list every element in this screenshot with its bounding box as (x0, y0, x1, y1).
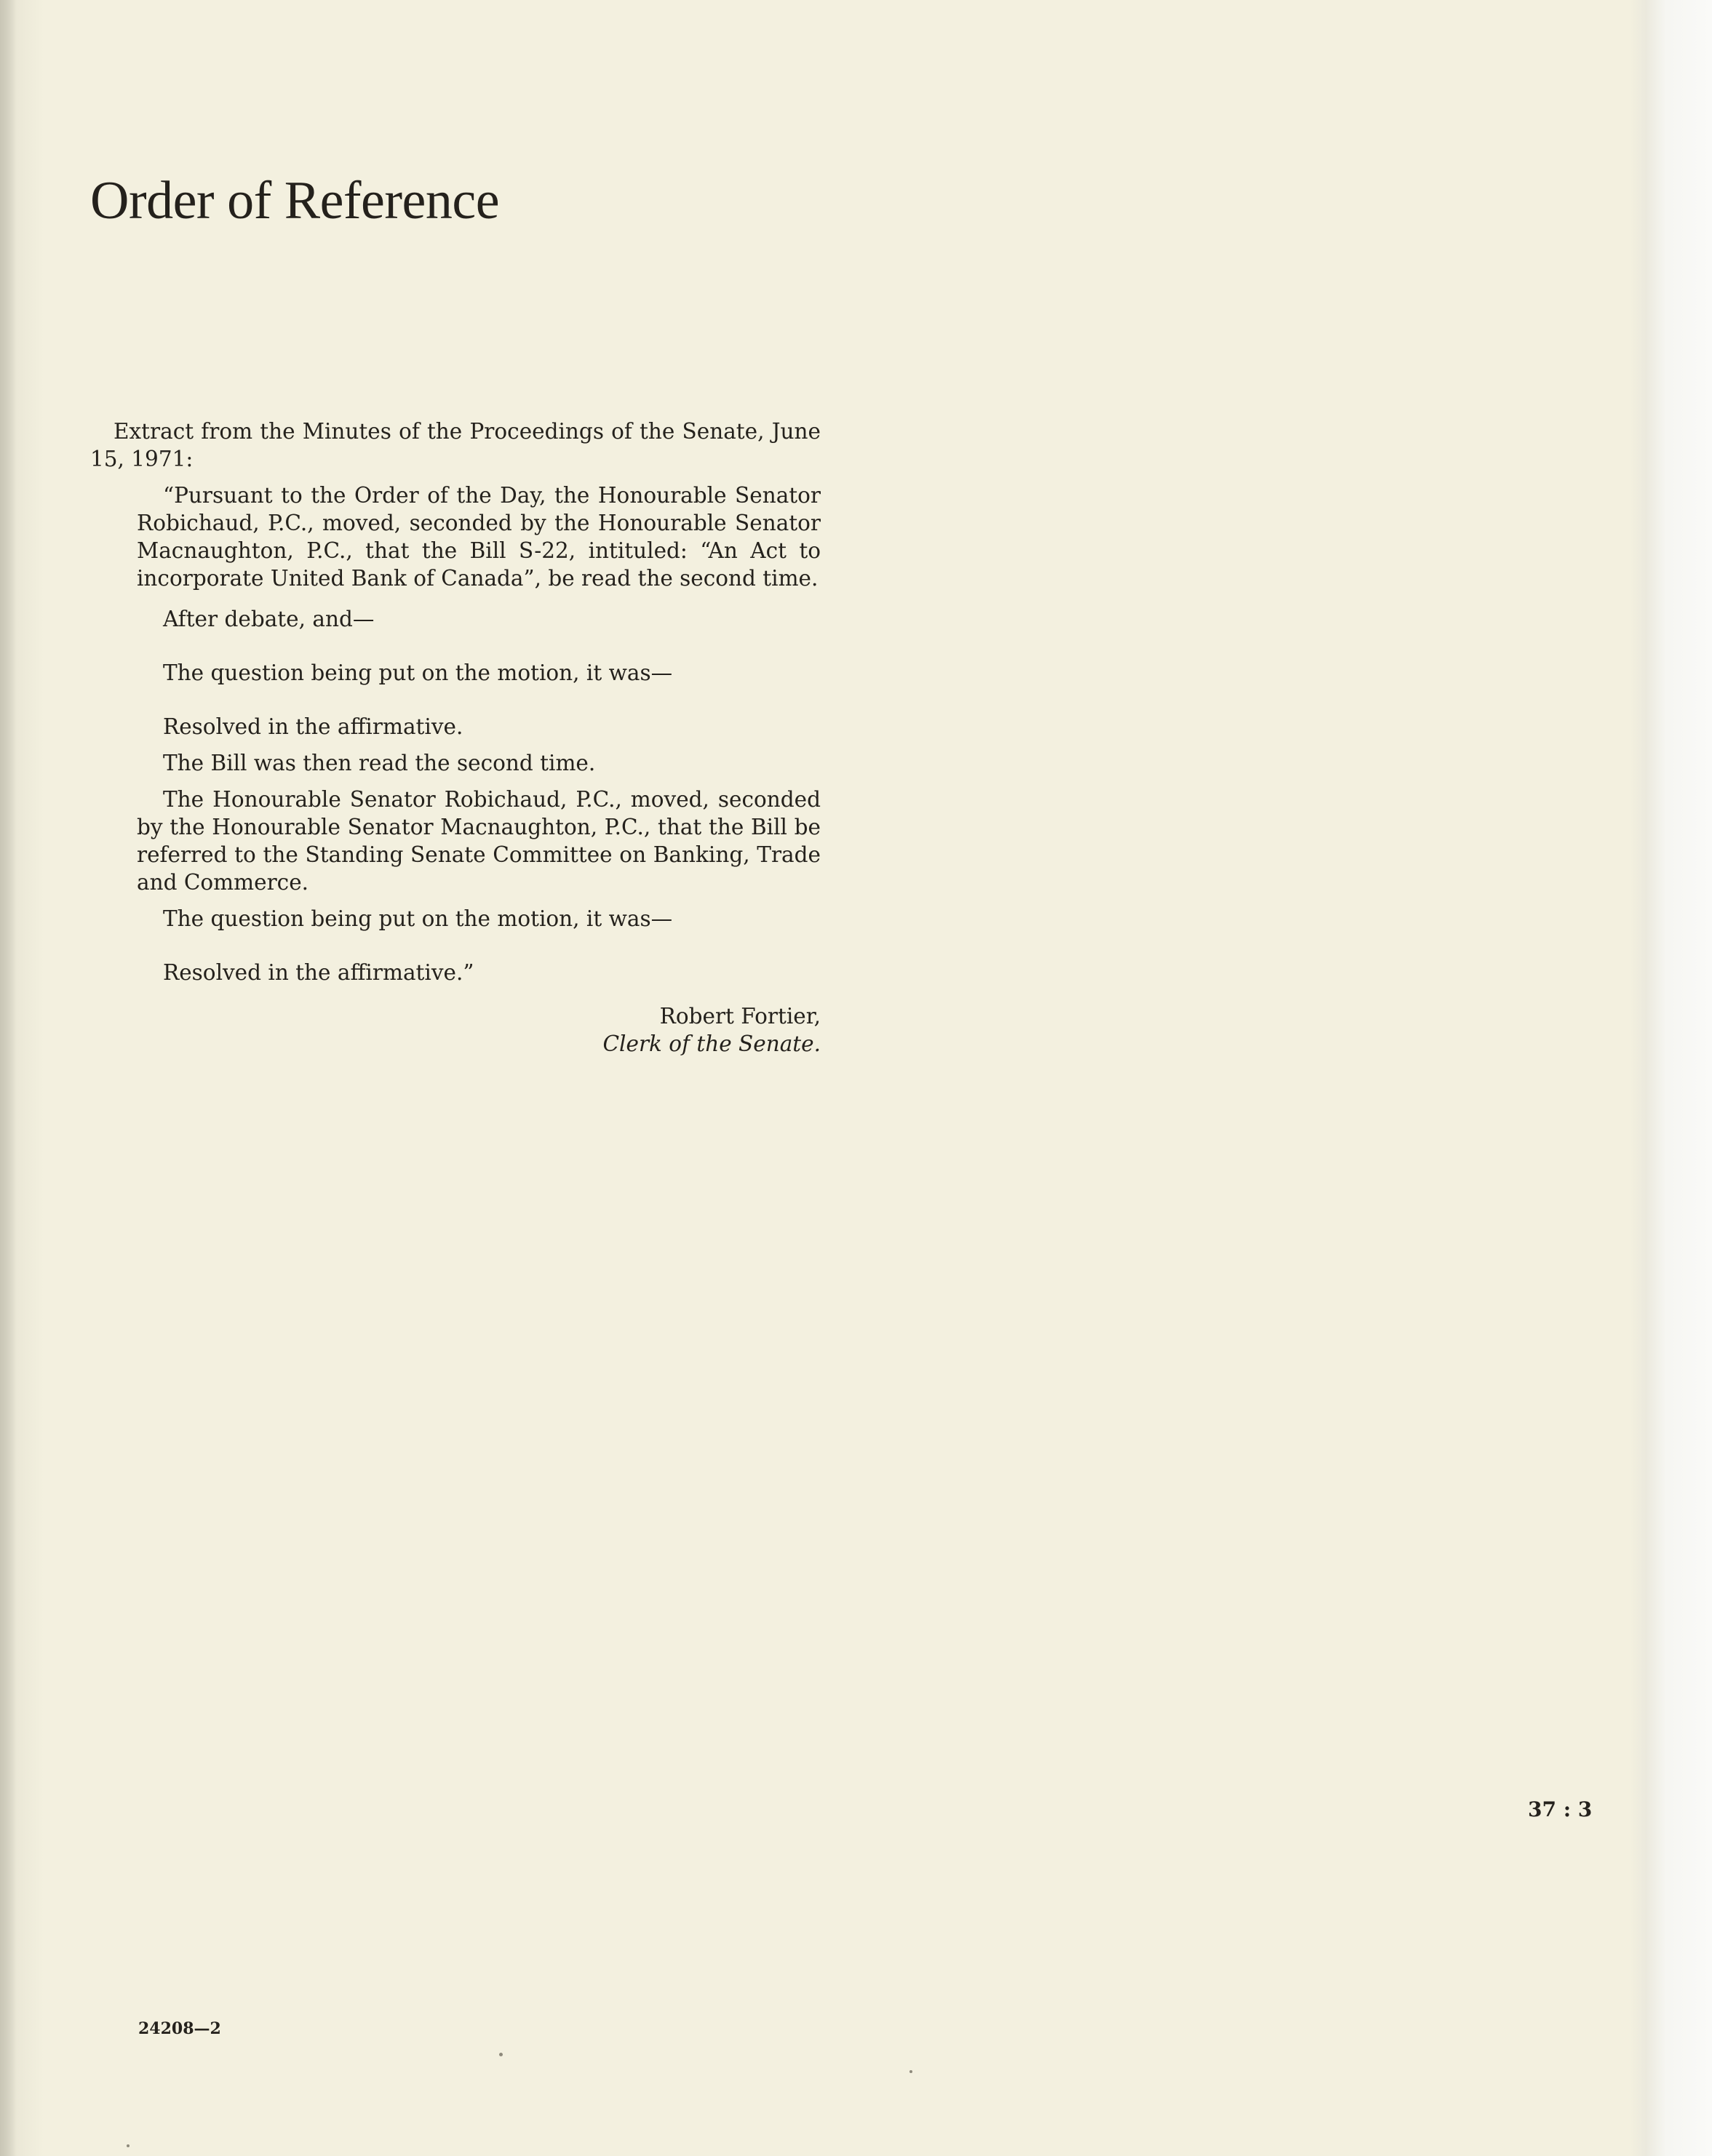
binding-shadow (0, 0, 16, 2156)
second-reading-paragraph: The Bill was then read the second time. (163, 751, 596, 775)
page-number: 37 : 3 (1528, 1797, 1593, 1821)
paper-speck (127, 2144, 130, 2147)
debate-paragraph: After debate, and— (163, 607, 375, 631)
resolved-paragraph: Resolved in the affirmative. (163, 714, 463, 739)
question-paragraph-2: The question being put on the motion, it was— (163, 906, 673, 931)
paper-speck (499, 2053, 503, 2056)
page-title: Order of Reference (90, 171, 500, 231)
motion-paragraph: “Pursuant to the Order of the Day, the Honourable Senator Robichaud, P.C., moved, seconded by the Honourable Senator Macnaughton, P.C., that the Bill S-22, intituled: “An Act to incorporate United Bank of Canada”, be read the second time. (137, 483, 821, 591)
signatory-role: Clerk of the Senate. (602, 1031, 821, 1056)
signatory-name: Robert Fortier, (659, 1004, 821, 1029)
resolved-paragraph-2: Resolved in the affirmative.” (163, 960, 474, 985)
footer-code: 24208—2 (138, 2019, 221, 2038)
paper-speck (909, 2070, 912, 2073)
intro-paragraph: Extract from the Minutes of the Proceedings of the Senate, June 15, 1971: (90, 419, 821, 471)
question-paragraph: The question being put on the motion, it was— (163, 660, 673, 685)
order-text-column (90, 418, 821, 1058)
signature-block (90, 1002, 821, 1058)
referral-paragraph: The Honourable Senator Robichaud, P.C., moved, seconded by the Honourable Senator Macnaughton, P.C., that the Bill be referred to the Standing Senate Committee on Banking, Trade and Commerce. (137, 787, 821, 895)
